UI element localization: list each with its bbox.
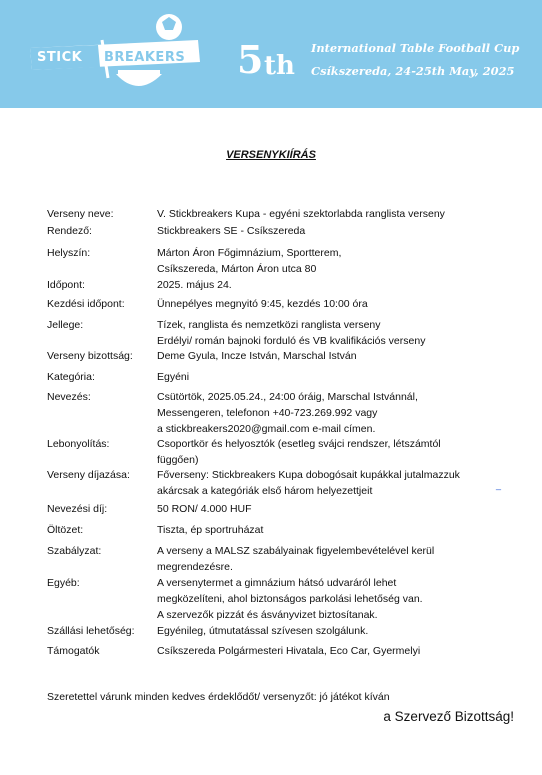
logo-text-stick: STICK	[37, 50, 83, 65]
detail-line: akárcsak a kategóriák első három helyezettjeit	[157, 485, 373, 497]
detail-value	[157, 389, 418, 437]
detail-label: Nevezés:	[47, 391, 91, 403]
detail-line: Tízek, ranglista és nemzetközi ranglista verseny	[157, 319, 381, 331]
detail-value	[157, 296, 368, 312]
cup-title: International Table Football Cup	[311, 41, 520, 55]
detail-line: Egyéni	[157, 371, 190, 383]
detail-line: Csoportkör és helyosztók (esetleg svájci rendszer, létszámtól	[157, 438, 441, 450]
detail-line: Főverseny: Stickbreakers Kupa dobogósait kupákkal jutalmazzuk	[157, 469, 460, 481]
detail-value	[157, 348, 357, 364]
detail-line: A versenytermet a gimnázium hátsó udvaráról lehet	[157, 577, 397, 589]
detail-value	[157, 643, 420, 659]
detail-value	[157, 206, 445, 222]
detail-label: Helyszín:	[47, 247, 91, 259]
detail-value	[157, 575, 423, 623]
edition-suffix: th	[264, 51, 295, 81]
detail-line: V. Stickbreakers Kupa - egyéni szektorlabda ranglista verseny	[157, 208, 445, 220]
detail-label: Kategória:	[47, 371, 95, 383]
detail-line: Erdélyi/ román bajnoki forduló és VB kvalifikációs verseny	[157, 335, 426, 347]
detail-value	[157, 223, 305, 239]
detail-value	[157, 543, 434, 575]
detail-line: Messengeren, telefonon +40-723.269.992 vagy	[157, 407, 378, 419]
detail-label: Támogatók	[47, 645, 100, 657]
edition-number: 5	[237, 37, 264, 82]
detail-value	[157, 501, 252, 517]
detail-line: Deme Gyula, Incze István, Marschal István	[157, 350, 357, 362]
detail-label: Szállási lehetőség:	[47, 625, 135, 637]
detail-line: Csíkszereda, Márton Áron utca 80	[157, 263, 317, 275]
header-banner	[0, 0, 542, 108]
detail-line: Csütörtök, 2025.05.24., 24:00 óráig, Marschal Istvánnál,	[157, 391, 418, 403]
document-title: VERSENYKIÍRÁS	[226, 149, 316, 161]
stickbreakers-logo	[0, 0, 230, 108]
detail-line: Egyénileg, útmutatással szívesen szolgálunk.	[157, 625, 369, 637]
detail-line: Csíkszereda Polgármesteri Hivatala, Eco Car, Gyermelyi	[157, 645, 421, 657]
detail-line: a stickbreakers2020@gmail.com e-mail címen.	[157, 423, 376, 435]
detail-label: Időpont:	[47, 279, 85, 291]
closing-greeting: Szeretettel várunk minden kedves érdeklődőt/ versenyzőt: jó játékot kíván	[47, 691, 390, 703]
detail-value	[157, 277, 232, 293]
detail-label: Verseny neve:	[47, 208, 114, 220]
detail-label: Jellege:	[47, 319, 84, 331]
detail-label: Nevezési díj:	[47, 503, 108, 515]
detail-line: megközelíteni, ahol biztonságos parkolási lehetőség van.	[157, 593, 423, 605]
detail-value	[157, 623, 368, 639]
detail-label: Verseny bizottság:	[47, 350, 133, 362]
detail-label: Öltözet:	[47, 524, 84, 536]
detail-line: 2025. május 24.	[157, 279, 232, 291]
detail-line: A szervezők pizzát és ásványvizet biztosítanak.	[157, 609, 378, 621]
detail-value	[157, 436, 441, 468]
detail-label: Rendező:	[47, 225, 92, 237]
underscore-mark: _	[496, 480, 502, 490]
detail-label: Verseny díjazása:	[47, 469, 130, 481]
signature: a Szervező Bizottság!	[383, 709, 514, 724]
detail-line: Ünnepélyes megnyitó 9:45, kezdés 10:00 óra	[157, 298, 368, 310]
detail-line: 50 RON/ 4.000 HUF	[157, 503, 252, 515]
detail-line: függően)	[157, 454, 199, 466]
detail-label: Egyéb:	[47, 577, 80, 589]
detail-line: megrendezésre.	[157, 561, 233, 573]
detail-label: Szabályzat:	[47, 545, 102, 557]
detail-line: A verseny a MALSZ szabályainak figyelembevételével kerül	[157, 545, 435, 557]
detail-value	[157, 467, 460, 499]
detail-value	[157, 245, 341, 277]
detail-value	[157, 522, 263, 538]
detail-value	[157, 317, 425, 349]
detail-line: Tiszta, ép sportruházat	[157, 524, 264, 536]
cup-place-date: Csíkszereda, 24-25th May, 2025	[311, 64, 515, 78]
detail-label: Lebonyolítás:	[47, 438, 110, 450]
detail-line: Márton Áron Főgimnázium, Sportterem,	[157, 247, 342, 259]
logo-text-breakers: BREAKERS	[104, 50, 186, 65]
detail-value	[157, 369, 189, 385]
detail-label: Kezdési időpont:	[47, 298, 125, 310]
detail-line: Stickbreakers SE - Csíkszereda	[157, 225, 306, 237]
